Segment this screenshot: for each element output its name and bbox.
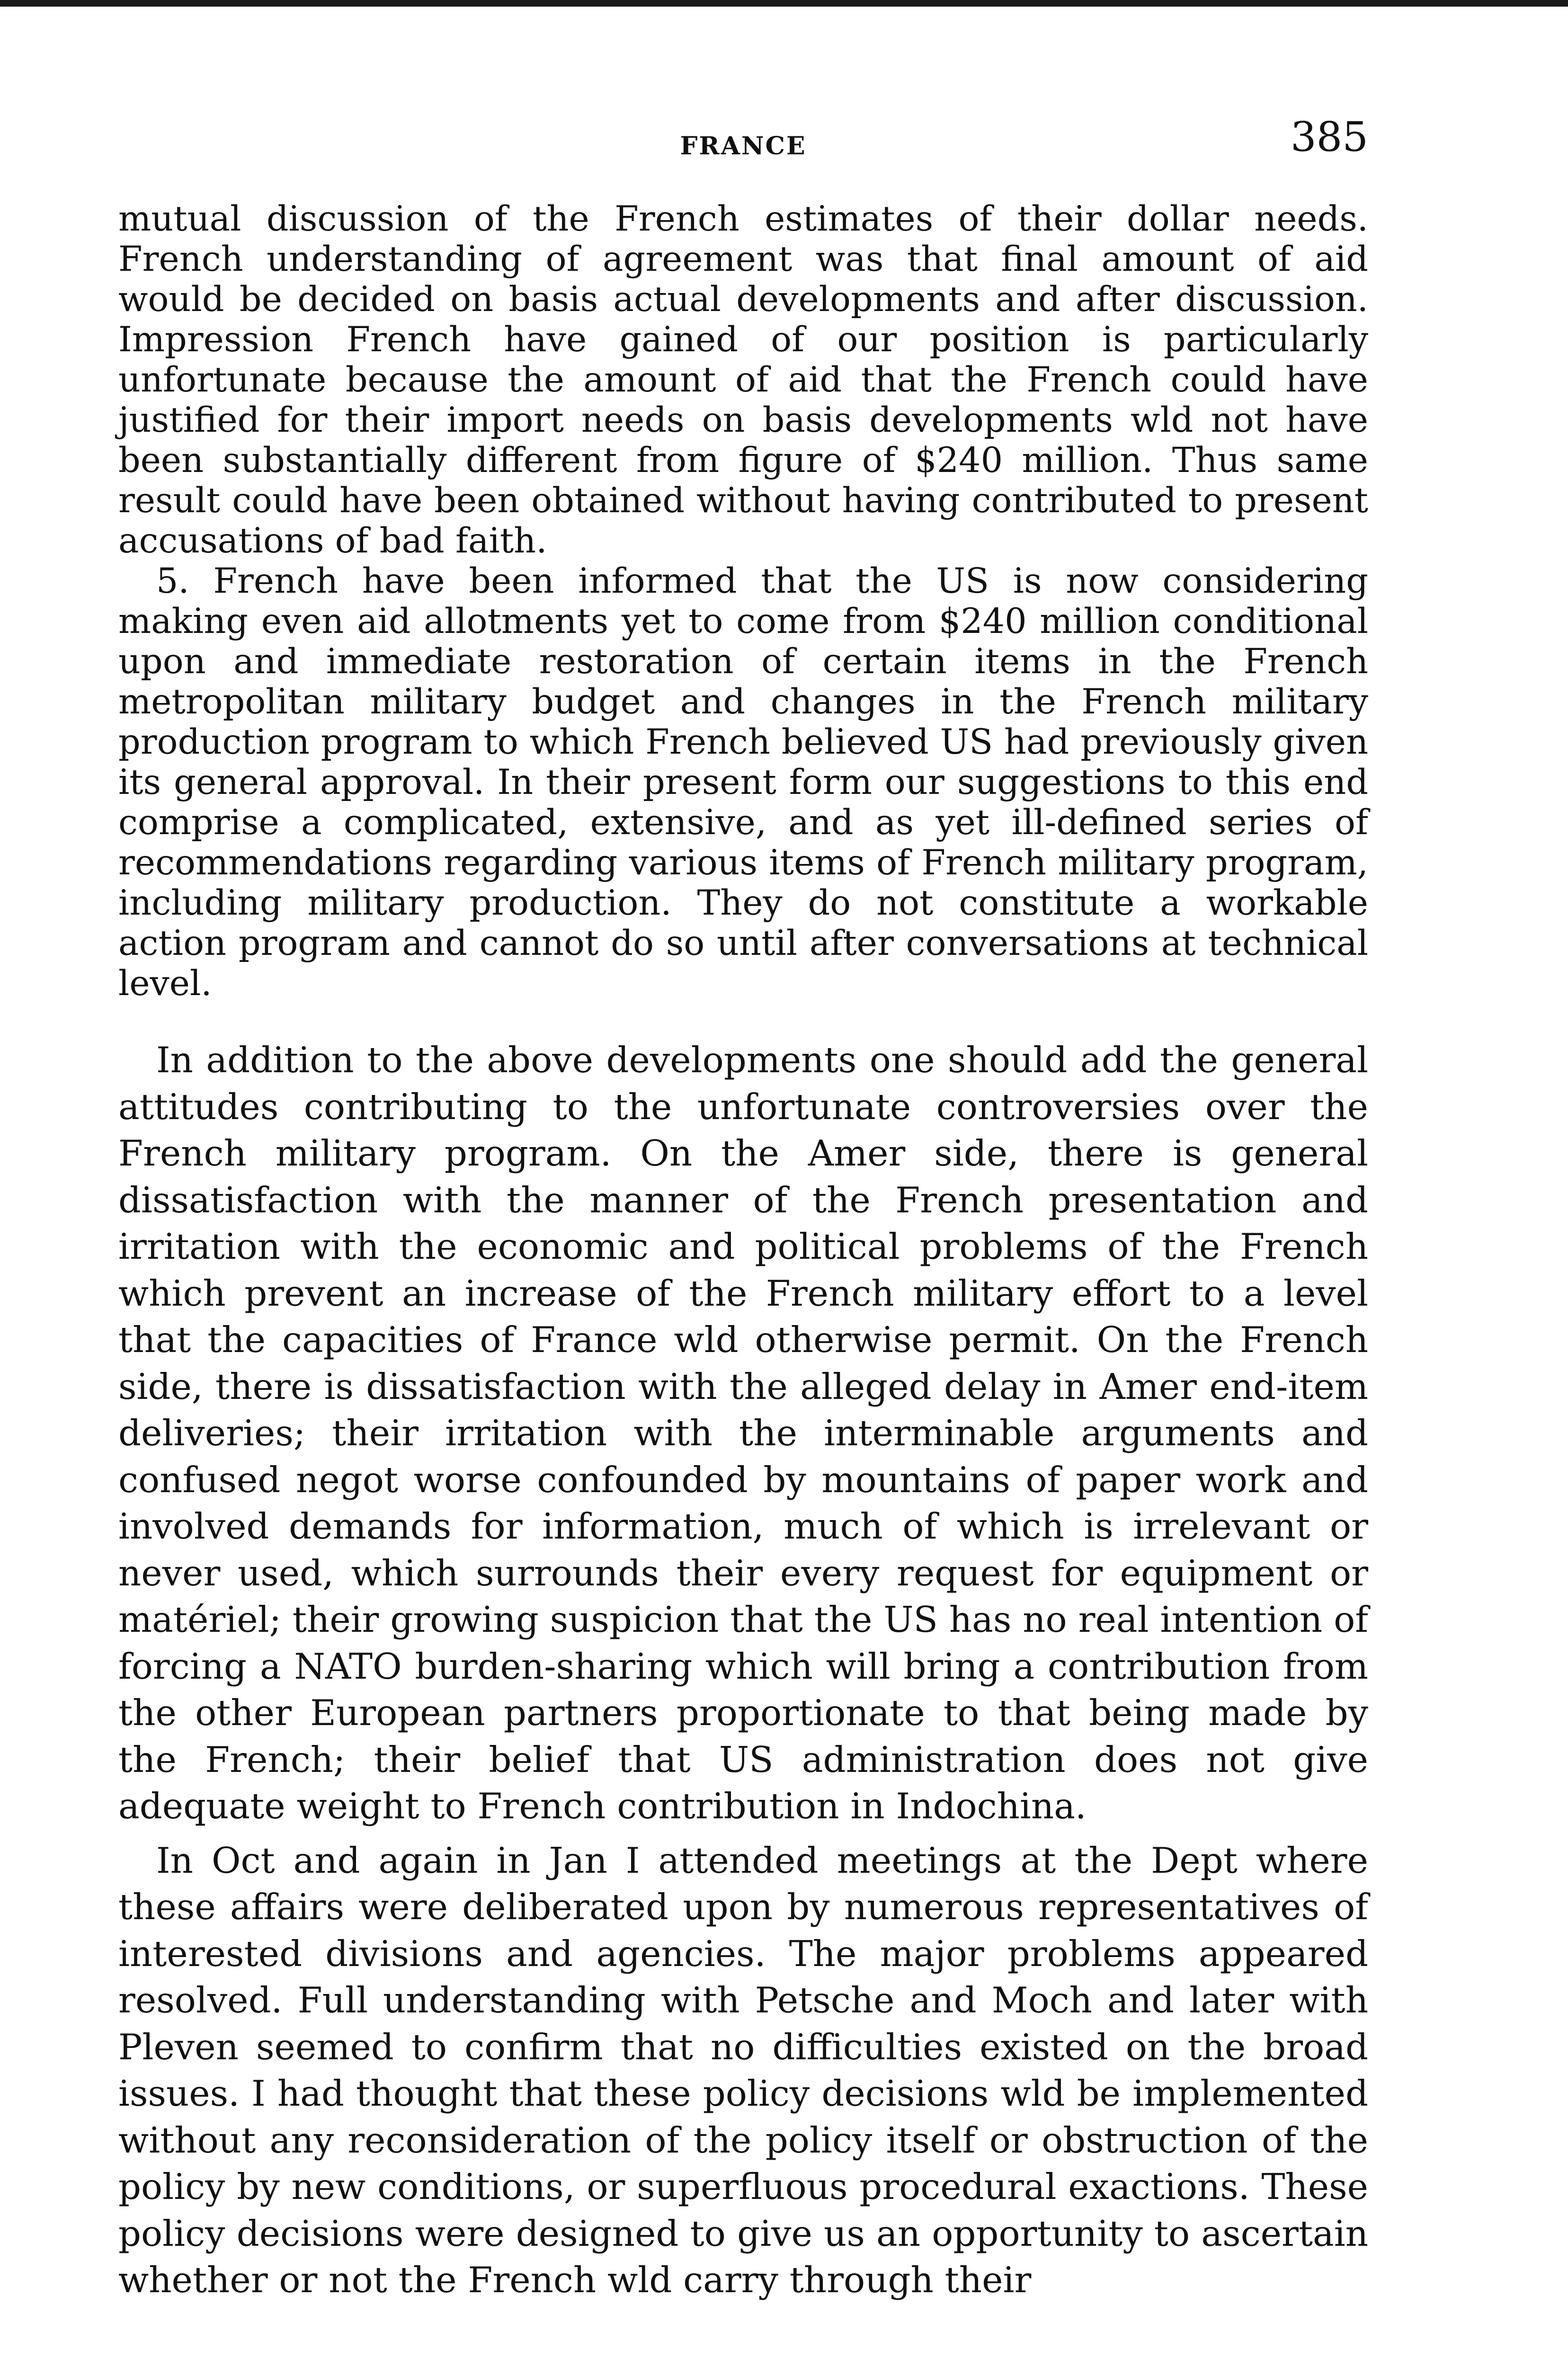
running-title: FRANCE xyxy=(680,132,807,160)
body-text xyxy=(118,199,1368,2304)
paragraph-meetings: In Oct and again in Jan I attended meetings at the Dept where these affairs were deliberated upon by numerous representatives of interested divisions and agencies. The major problems appeared resolved. Full understanding with Petsche and Moch and later with Pleven seemed to confirm that no difficulties existed on the broad issues. I had thought that these policy decisions wld be implemented without any reconsideration of the policy itself or obstruction of the policy by new conditions, or superfluous procedural exactions. These policy decisions were designed to give us an opportunity to ascertain whether or not the French wld carry through their xyxy=(118,1839,1368,2301)
paragraph-general-attitudes: In addition to the above developments one should add the general attitudes contributing to the unfortunate controversies over the French military program. On the Amer side, there is general dissatisfaction with the manner of the French presentation and irritation with the economic and political problems of the French which prevent an increase of the French military effort to a level that the capacities of France wld otherwise permit. On the French side, there is dissatisfaction with the alleged delay in Amer end-item deliveries; their irritation with the interminable arguments and confused negot worse confounded by mountains of paper work and involved demands for information, much of which is irrelevant or never used, which surrounds their every request for equipment or matériel; their growing suspicion that the US has no real intention of forcing a NATO burden-sharing which will bring a contribution from the other European partners proportionate to that being made by the French; their belief that US administration does not give adequate weight to French contribution in Indochina. xyxy=(118,1039,1368,1827)
top-edge-rule xyxy=(0,0,1568,7)
paragraph-continuation: mutual discussion of the French estimates of their dollar needs. French understanding of agreement was that final amount of aid would be decided on basis actual developments and after discussion. Impression French have gained of our position is particularly unfortunate because the amount of aid that the French could have justified for their import needs on basis developments wld not have been substantially different from figure of $240 million. Thus same result could have been obtained without having contributed to present accusations of bad faith. xyxy=(118,199,1368,561)
paragraph-point-5: 5. French have been informed that the US is now considering making even aid allotments yet to come from $240 million conditional upon and immediate restoration of certain items in the French metropolitan military budget and changes in the French military production program to which French believed US had previously given its general approval. In their present form our suggestions to this end comprise a complicated, extensive, and as yet ill-defined series of recommendations regarding various items of French military program, including military production. They do not constitute a workable action program and cannot do so until after conversations at technical level. xyxy=(118,561,1368,1004)
running-head xyxy=(118,114,1368,170)
page-number: 385 xyxy=(1290,114,1368,161)
